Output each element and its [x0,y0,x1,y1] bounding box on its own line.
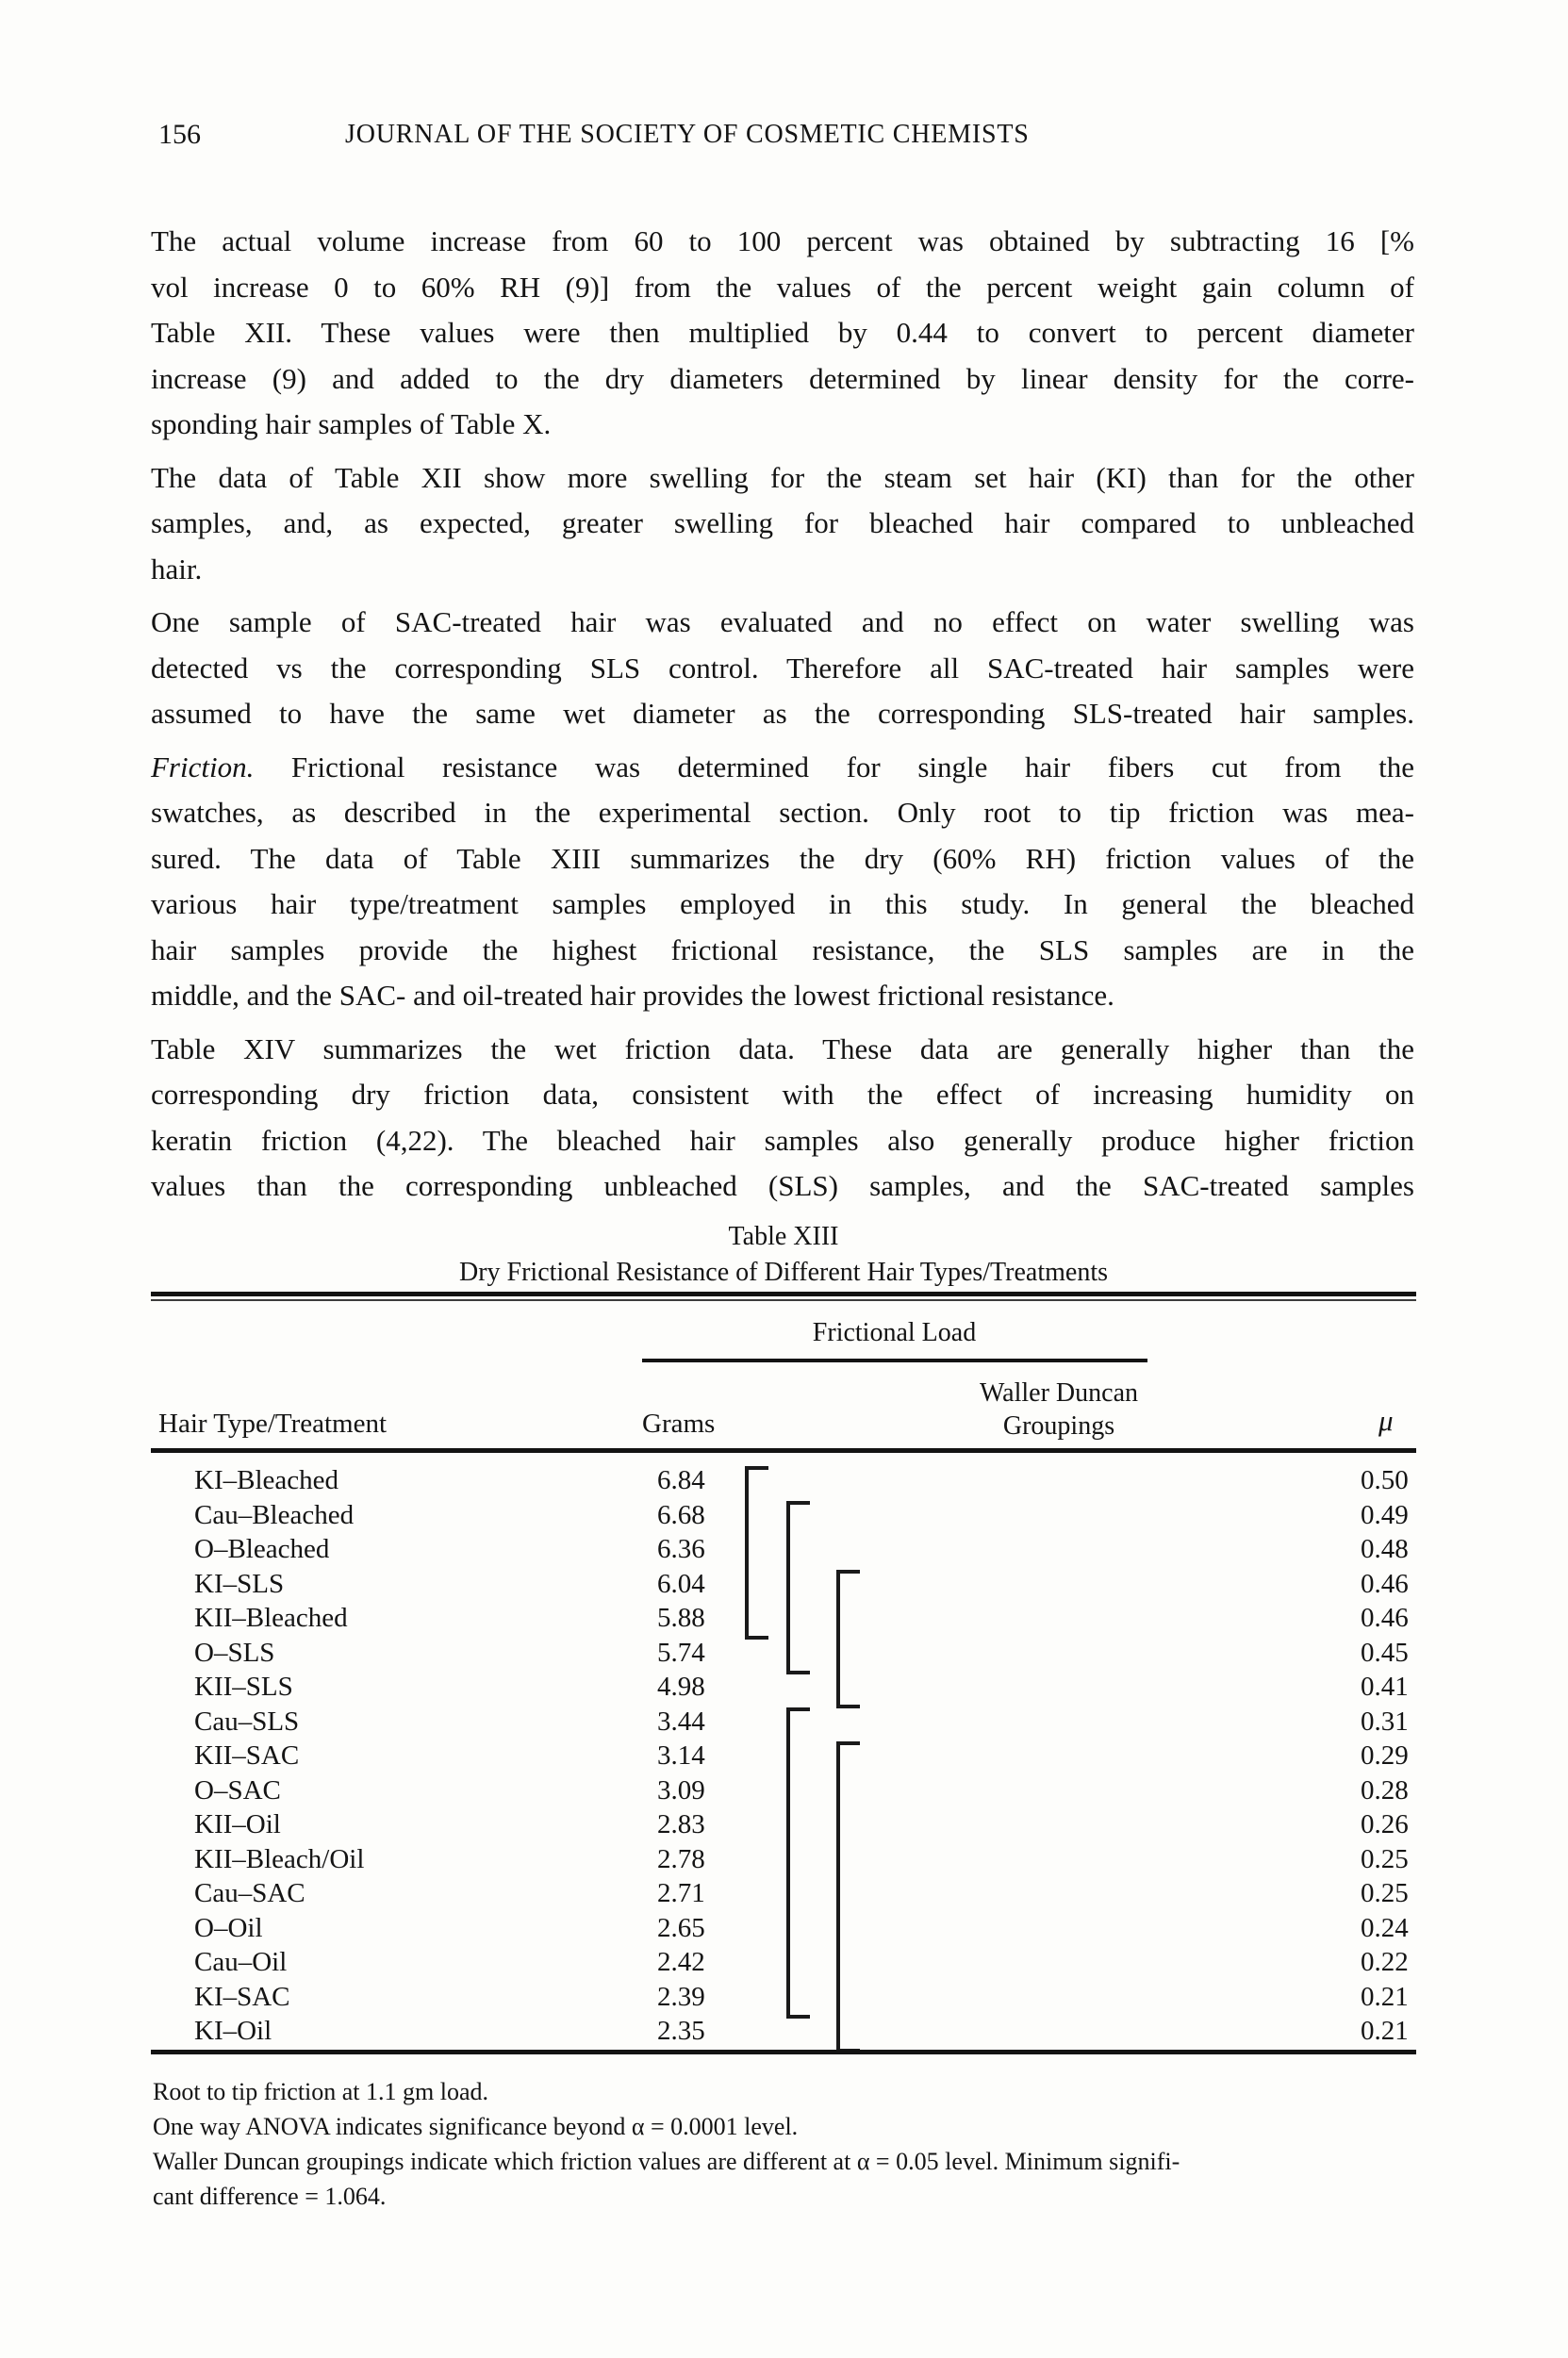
grouping-bracket [786,1501,810,1674]
italic-lead: Friction. [151,750,255,783]
table-row [151,1532,1416,1567]
mu-cell: 0.24 [1361,1912,1409,1943]
treatment-cell: O–Oil [194,1912,263,1943]
paragraph-line: samples, and, as expected, greater swelling for bleached hair compared to unbleached [151,506,1414,539]
waller-duncan-line-2: Groupings [1002,1411,1115,1441]
grams-cell: 2.78 [657,1843,705,1874]
table-row [151,1601,1416,1636]
table-top-rule-shadow [151,1299,1416,1301]
mu-cell: 0.50 [1361,1465,1409,1495]
paragraph [151,455,1414,593]
spanner-rule [642,1359,1147,1362]
grouping-bracket [745,1466,768,1640]
grams-cell: 2.39 [657,1981,705,2012]
grams-cell: 6.04 [657,1568,705,1599]
table-row [151,1705,1416,1740]
paragraph-line: Table XII. These values were then multiplied by 0.44 to convert to percent diameter [151,316,1414,349]
paragraph-line: increase (9) and added to the dry diameters determined by linear density for the corre- [151,361,1414,395]
treatment-cell: O–SAC [194,1774,281,1806]
treatment-cell: KI–SAC [194,1981,290,2012]
mu-cell: 0.21 [1361,2016,1409,2046]
footnote-line: One way ANOVA indicates significance beyond α = 0.0001 level. [153,2113,799,2140]
grams-cell: 5.74 [657,1637,705,1668]
table-row [151,1876,1416,1911]
grams-cell: 3.09 [657,1774,705,1806]
column-header-grams: Grams [642,1409,716,1439]
table-header-rule [151,1448,1416,1453]
footnote-line: cant difference = 1.064. [153,2183,387,2210]
grams-cell: 2.83 [657,1809,705,1839]
mu-cell: 0.46 [1361,1603,1409,1633]
mu-cell: 0.21 [1361,1981,1409,2012]
mu-cell: 0.41 [1361,1672,1409,1702]
mu-cell: 0.31 [1361,1706,1409,1737]
treatment-cell: KI–Oil [194,2016,272,2046]
table-row [151,1498,1416,1533]
grams-cell: 2.35 [657,2016,705,2046]
table-row [151,1842,1416,1877]
paragraph-line: sponding hair samples of Table X. [151,407,552,440]
grams-cell: 2.71 [657,1878,705,1908]
paragraph-line: keratin friction (4,22). The bleached hair samples also generally produce higher friction [151,1123,1414,1157]
paragraph-line: swatches, as described in the experimental section. Only root to tip friction was mea- [151,796,1414,829]
paragraph [151,600,1414,737]
paragraph-line: middle, and the SAC- and oil-treated hair provides the lowest frictional resistance. [151,979,1114,1012]
grouping-bracket [786,1707,810,2019]
column-header-hair-type: Hair Type/Treatment [158,1409,388,1439]
grouping-bracket [836,1570,860,1709]
treatment-cell: KII–SAC [194,1740,300,1771]
grams-cell: 5.88 [657,1603,705,1633]
footnote-line: Root to tip friction at 1.1 gm load. [153,2078,489,2105]
spanner-frictional-load: Frictional Load [812,1318,977,1347]
treatment-cell: O–Bleached [194,1534,330,1564]
grams-cell: 6.84 [657,1465,705,1495]
mu-cell: 0.48 [1361,1534,1409,1564]
grams-cell: 2.42 [657,1947,705,1977]
paragraph [151,219,1414,448]
mu-cell: 0.25 [1361,1878,1409,1908]
treatment-cell: Cau–Oil [194,1947,288,1977]
body-text [151,219,1414,1217]
mu-cell: 0.45 [1361,1637,1409,1668]
treatment-cell: KI–SLS [194,1568,285,1599]
table-row [151,1739,1416,1773]
treatment-cell: O–SLS [194,1637,275,1668]
table-row [151,1807,1416,1842]
table-row [151,1463,1416,1498]
treatment-cell: Cau–Bleached [194,1499,355,1530]
table-row [151,1945,1416,1980]
mu-cell: 0.22 [1361,1947,1409,1977]
paragraph-line: vol increase 0 to 60% RH (9)] from the values of the percent weight gain column of [151,270,1414,304]
column-header-mu: μ [1378,1404,1394,1437]
treatment-cell: KII–Bleached [194,1603,348,1633]
table-top-rule [151,1292,1416,1296]
treatment-cell: Cau–SAC [194,1878,305,1908]
paragraph-line: One sample of SAC-treated hair was evaluated and no effect on water swelling was [151,605,1414,638]
table-row [151,2014,1416,2049]
paragraph-line: various hair type/treatment samples employed in this study. In general the bleached [151,887,1414,920]
paragraph-line: Table XIV summarizes the wet friction data. These data are generally higher than the [151,1031,1414,1065]
mu-cell: 0.28 [1361,1774,1409,1806]
grouping-bracket [836,1741,860,2053]
paragraph-line: The actual volume increase from 60 to 100 percent was obtained by subtracting 16 [% [151,224,1414,257]
treatment-cell: Cau–SLS [194,1706,300,1737]
mu-cell: 0.49 [1361,1499,1409,1530]
paragraph-line: hair samples provide the highest frictional resistance, the SLS samples are in the [151,932,1414,966]
paragraph-line: hair. [151,552,203,585]
grams-cell: 3.14 [657,1740,705,1771]
table-subtitle: Dry Frictional Resistance of Different Hair Types/Treatments [458,1258,1109,1287]
paragraph-line: The data of Table XII show more swelling for the steam set hair (KI) than for the other [151,460,1414,494]
paragraph-line: assumed to have the same wet diameter as the corresponding SLS-treated hair samples. [151,697,1414,730]
footnote-line: Waller Duncan groupings indicate which friction values are different at α = 0.05 level. Minimum signifi- [153,2148,1180,2175]
table-row [151,1636,1416,1671]
mu-cell: 0.25 [1361,1843,1409,1874]
mu-cell: 0.46 [1361,1568,1409,1599]
grams-cell: 6.36 [657,1534,705,1564]
mu-cell: 0.29 [1361,1740,1409,1771]
table-row [151,1773,1416,1808]
page-number: 156 [158,119,201,150]
mu-cell: 0.26 [1361,1809,1409,1839]
table-rows [151,1463,1416,2049]
column-header-waller-duncan [903,1377,1214,1443]
journal-title: JOURNAL OF THE SOCIETY OF COSMETIC CHEMISTS [345,120,1030,149]
table-footnotes [153,2074,1454,2214]
paragraph-line: corresponding dry friction data, consistent with the effect of increasing humidity on [151,1078,1414,1111]
table-row [151,1980,1416,2015]
treatment-cell: KII–Bleach/Oil [194,1843,365,1874]
table-row [151,1670,1416,1705]
table-row [151,1911,1416,1946]
paragraph-line [151,745,1414,791]
table-row [151,1567,1416,1602]
paragraph-line: values than the corresponding unbleached (SLS) samples, and the SAC-treated samples [151,1169,1414,1202]
paragraph-line: sured. The data of Table XIII summarizes the dry (60% RH) friction values of the [151,841,1414,875]
grams-cell: 6.68 [657,1499,705,1530]
table-title: Table XIII [728,1222,839,1251]
paragraph-line: detected vs the corresponding SLS control. Therefore all SAC-treated hair samples were [151,651,1414,684]
table-bottom-rule [151,2050,1416,2054]
grams-cell: 3.44 [657,1706,705,1737]
paragraph [151,745,1414,1019]
waller-duncan-line-1: Waller Duncan [980,1378,1138,1408]
treatment-cell: KII–Oil [194,1809,281,1839]
grams-cell: 4.98 [657,1672,705,1702]
treatment-cell: KII–SLS [194,1672,293,1702]
treatment-cell: KI–Bleached [194,1465,338,1495]
grams-cell: 2.65 [657,1912,705,1943]
paragraph-line-text: Frictional resistance was determined for single hair fibers cut from the [254,750,1414,783]
paragraph [151,1027,1414,1210]
